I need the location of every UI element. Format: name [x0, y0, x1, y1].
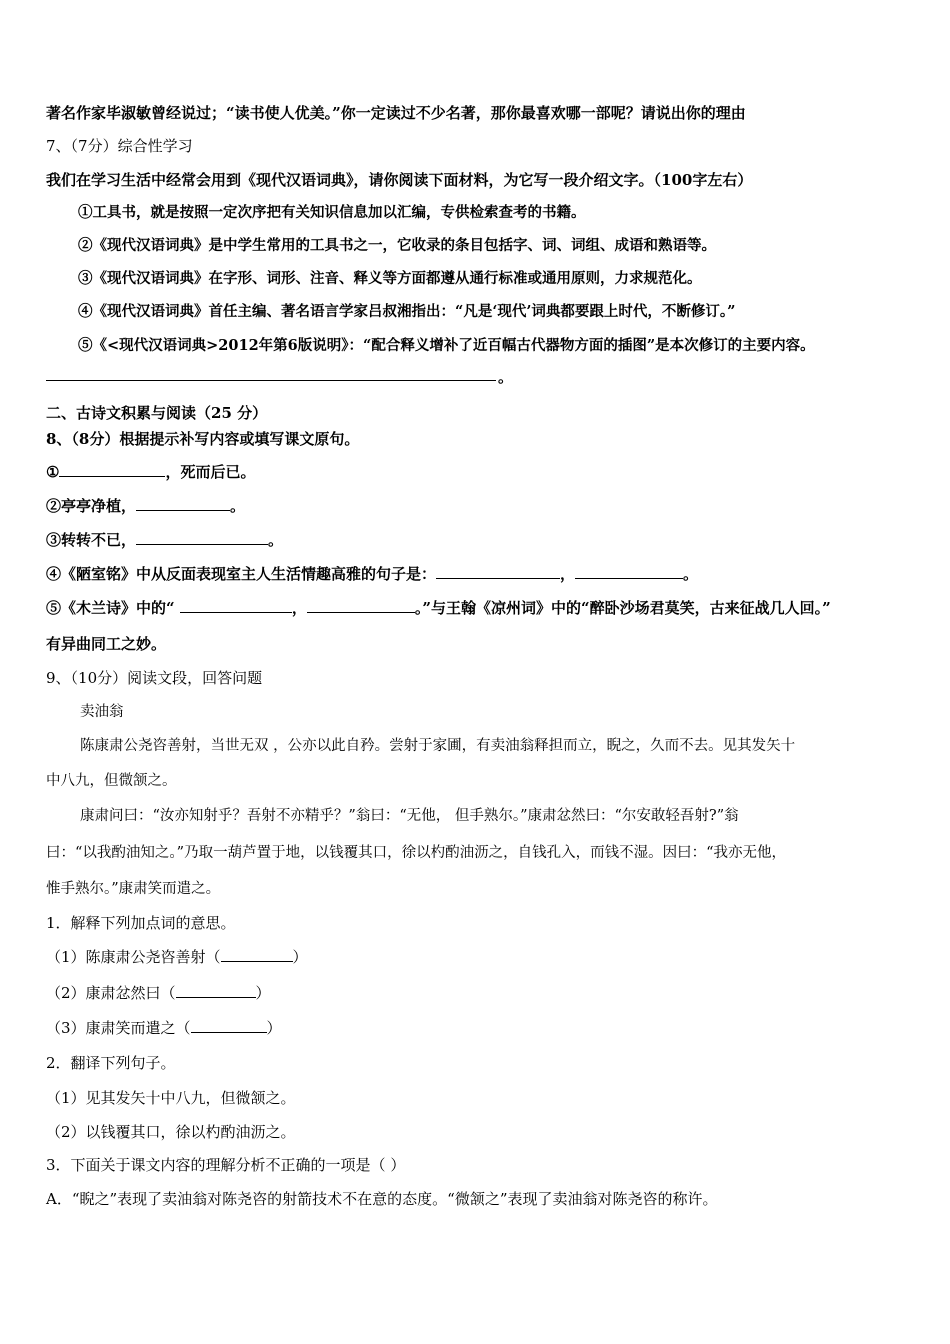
- q8-3-blank[interactable]: [136, 530, 268, 545]
- question-8-item-4: [46, 564, 698, 584]
- q8-4-blank-1[interactable]: [436, 564, 560, 579]
- subquestion-2: 2．翻译下列句子。: [46, 1054, 176, 1072]
- s1-1-blank[interactable]: [221, 947, 293, 962]
- material-4: ④《现代汉语词典》首任主编、著名语言学家吕叔湘指出：“凡是‘现代’词典都要跟上时代，不断修订。”: [78, 303, 736, 320]
- subquestion-3: 3．下面关于课文内容的理解分析不正确的一项是（ ）: [46, 1156, 406, 1174]
- q8-4-blank-2[interactable]: [575, 564, 683, 579]
- s1-3-blank[interactable]: [191, 1018, 267, 1033]
- subquestion-2-item-2: （2）以钱覆其口，徐以杓酌油沥之。: [46, 1123, 296, 1141]
- q8-2-suffix: 。: [230, 497, 246, 515]
- answer-line[interactable]: [46, 380, 496, 381]
- subquestion-1-item-2: [46, 983, 271, 1003]
- subquestion-1-item-3: [46, 1018, 282, 1038]
- question-8-heading: 8、（8分）根据提示补写内容或填写课文原句。: [46, 430, 360, 448]
- passage-p2-line3: 惟手熟尔。”康肃笑而遣之。: [46, 881, 221, 897]
- q8-3-prefix: ③转转不已，: [46, 531, 137, 549]
- question-7-prompt: 我们在学习生活中经常会用到《现代汉语词典》，请你阅读下面材料，为它写一段介绍文字。（100字左右）: [46, 171, 753, 189]
- section-2-heading: 二、古诗文积累与阅读（25 分）: [46, 404, 268, 422]
- q8-5-suffix: 。”与王翰《凉州词》中的“醉卧沙场君莫笑，古来征战几人回。”: [414, 599, 831, 617]
- question-8-item-3: [46, 530, 283, 550]
- subquestion-1: 1．解释下列加点词的意思。: [46, 914, 236, 932]
- s1-2-suffix: ）: [255, 984, 271, 1002]
- q8-2-blank[interactable]: [136, 496, 230, 511]
- q8-1-blank[interactable]: [59, 462, 165, 477]
- q8-2-prefix: ②亭亭净植，: [46, 497, 137, 515]
- s1-2-prefix: （2）康肃忿然曰（: [46, 984, 176, 1002]
- question-8-item-5-cont: 有异曲同工之妙。: [46, 635, 167, 653]
- question-8-item-5: [46, 598, 831, 618]
- s1-3-suffix: ）: [266, 1019, 282, 1037]
- passage-p2-line1: 康肃问曰：“汝亦知射乎？吾射不亦精乎？”翁曰：“无他， 但手熟尔。”康肃忿然曰：“尔安敢轻吾射?”翁: [80, 808, 739, 824]
- answer-line-end: 。: [498, 368, 514, 386]
- q8-5-prefix: ⑤《木兰诗》中的“: [46, 599, 180, 617]
- subquestion-1-item-1: [46, 947, 308, 967]
- passage-p2-line2: 曰：“以我酌油知之。”乃取一葫芦置于地，以钱覆其口，徐以杓酌油沥之，自钱孔入，而钱不湿。因曰：“我亦无他，: [46, 845, 786, 861]
- subquestion-2-item-1: （1）见其发矢十中八九，但微颔之。: [46, 1089, 296, 1107]
- q8-4-comma: ，: [560, 565, 576, 583]
- q8-1-prefix: ①: [46, 463, 60, 481]
- q8-5-blank-2[interactable]: [307, 598, 415, 613]
- q8-5-comma: ，: [291, 599, 307, 617]
- s1-1-prefix: （1）陈康肃公尧咨善射（: [46, 948, 221, 966]
- q8-4-suffix: 。: [683, 565, 699, 583]
- q8-1-suffix: ，死而后已。: [165, 463, 256, 481]
- s1-2-blank[interactable]: [176, 983, 256, 998]
- question-9-heading: 9、（10分）阅读文段，回答问题: [46, 669, 263, 687]
- passage-p1-line2: 中八九，但微颔之。: [46, 773, 177, 789]
- question-7-heading: 7、（7分）综合性学习: [46, 137, 193, 155]
- q8-3-suffix: 。: [268, 531, 284, 549]
- passage-p1-line1: 陈康肃公尧咨善射，当世无双 ，公亦以此自矜。尝射于家圃，有卖油翁释担而立，睨之，久而不去。见其发矢十: [80, 738, 796, 754]
- s1-1-suffix: ）: [292, 948, 308, 966]
- question-8-item-2: [46, 496, 245, 516]
- subquestion-3-option-a: A．“睨之”表现了卖油翁对陈尧咨的射箭技术不在意的态度。“微颔之”表现了卖油翁对陈尧咨的称许。: [46, 1190, 718, 1208]
- material-1: ①工具书，就是按照一定次序把有关知识信息加以汇编，专供检索查考的书籍。: [78, 204, 586, 221]
- q8-5-blank-1[interactable]: [180, 598, 292, 613]
- q8-4-prefix: ④《陋室铭》中从反面表现室主人生活情趣高雅的句子是：: [46, 565, 437, 583]
- question-8-item-1: [46, 462, 255, 482]
- material-2: ②《现代汉语词典》是中学生常用的工具书之一，它收录的条目包括字、词、词组、成语和熟语等。: [78, 237, 716, 254]
- passage-title: 卖油翁: [80, 704, 124, 720]
- intro-line: 著名作家毕淑敏曾经说过；“读书使人优美。”你一定读过不少名著，那你最喜欢哪一部呢？请说出你的理由: [46, 104, 746, 122]
- s1-3-prefix: （3）康肃笑而遣之（: [46, 1019, 191, 1037]
- material-3: ③《现代汉语词典》在字形、词形、注音、释义等方面都遵从通行标准或通用原则，力求规范化。: [78, 270, 702, 287]
- material-5: ⑤《<现代汉语词典>2012年第6版说明》：“配合释义增补了近百幅古代器物方面的插图”是本次修订的主要内容。: [78, 337, 815, 354]
